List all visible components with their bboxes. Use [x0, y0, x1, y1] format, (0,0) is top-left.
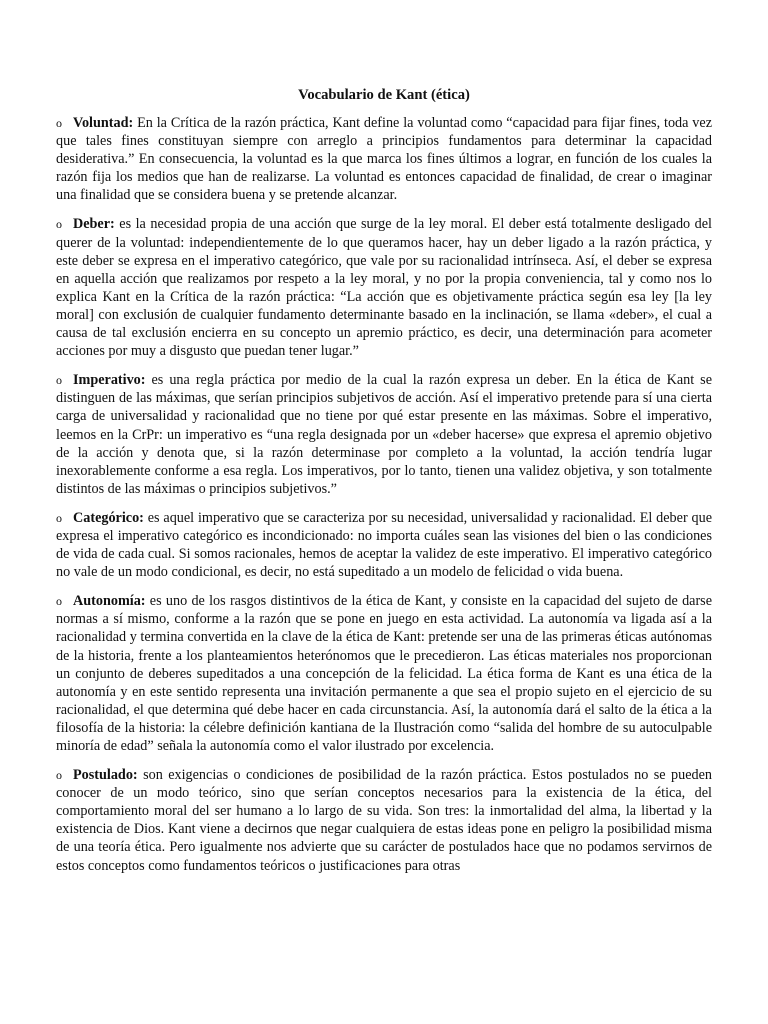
entry-categorico — [56, 509, 712, 581]
entry-text: es uno de los rasgos distintivos de la ética de Kant, y consiste en la capacidad del sujeto de darse normas a sí mismo, conforme a la razón que se pone en juego en esta actividad. La autonomía va ligada así a la racionalidad y termina convertida en la clave de la ética de Kant: pretende ser una de las primeras éticas autónomas de la historia, frente a los planteamientos heterónomos que le precedieron. Las éticas materiales nos proporcionan un conjunto de deberes supeditados a una concepción de la felicidad. La ética forma de Kant es una ética de la autonomía y en este sentido representa una invitación permanente a que sea el propio sujeto en el ejercicio de su racionalidad, el que determina qué debe hacer en cada circunstancia. Así, la autonomía dará el salto de la ética a la filosofía de la historia: la célebre definición kantiana de la Ilustración como “salida del hombre de su autoculpable minoría de edad” señala la autonomía como el valor ilustrado por excelencia. — [56, 593, 712, 754]
entry-postulado — [56, 766, 712, 875]
bullet-icon: o — [56, 217, 62, 232]
entry-text: es la necesidad propia de una acción que surge de la ley moral. El deber está totalmente desligado del querer de la voluntad: independientemente de lo que queramos hacer, hay un deber ligado a la razón práctica, y este deber se expresa en el imperativo categórico, que vale por su racionalidad intrínseca. Así, el deber se expresa en aquella acción que realizamos por respeto a la ley moral, y no por la propia conveniencia, tal y como nos lo explica Kant en la Crítica de la razón práctica: “La acción que es objetivamente práctica según esa ley [la ley moral] con exclusión de cualquier fundamento determinante basado en la inclinación, se llama «deber», el cual a causa de tal exclusión encierra en su concepto un apremio práctico, es decir, una determinación para acometer acciones por muy a disgusto que puedan tener lugar.” — [56, 216, 712, 360]
entry-term: Categórico: — [73, 509, 144, 526]
entry-voluntad — [56, 114, 712, 204]
entry-text: es aquel imperativo que se caracteriza por su necesidad, universalidad y racionalidad. El deber que expresa el imperativo categórico es incondicionado: no importa cuáles sean las visiones del bien o las condiciones de vida de cada cual. Si somos racionales, hemos de aceptar la validez de este imperativo. El imperativo categórico no vale de un modo condicional, es decir, no está supeditado a un modelo de felicidad o vida buena. — [56, 509, 712, 581]
document-title: Vocabulario de Kant (ética) — [298, 87, 470, 103]
entry-autonomia — [56, 592, 712, 755]
entry-imperativo — [56, 371, 712, 498]
entry-term: Voluntad: — [73, 115, 134, 131]
document-page — [56, 86, 712, 886]
entry-term: Autonomía: — [73, 593, 146, 610]
entry-text: son exigencias o condiciones de posibilidad de la razón práctica. Estos postulados no se pueden conocer de un modo teórico, sino que serían conceptos necesarios para la existencia de la ética, del comportamiento moral del ser humano a lo largo de su vida. Son tres: la inmortalidad del alma, la libertad y la existencia de Dios. Kant viene a decirnos que negar cualquiera de estas ideas pone en peligro la posibilidad misma de una teoría ética. Pero igualmente nos advierte que su carácter de postulados hace que no podamos servirnos de estos conceptos como fundamentos teóricos o justificaciones para otras — [56, 767, 712, 874]
bullet-icon: o — [56, 510, 62, 525]
bullet-icon: o — [56, 594, 62, 609]
bullet-icon: o — [56, 373, 62, 388]
entry-term: Deber: — [73, 216, 115, 233]
entry-term: Postulado: — [73, 767, 138, 784]
entry-term: Imperativo: — [73, 372, 146, 389]
entry-text: En la Crítica de la razón práctica, Kant define la voluntad como “capacidad para fijar fines, toda vez que tales fines constituyan siempre con arreglo a principios fundamentos para determinar la capacidad desiderativa.” En consecuencia, la voluntad es la que marca los fines últimos a lograr, en función de los cuales la razón fija los medios que han de realizarse. La voluntad es entonces capacidad de finalidad, de crear o imaginar una finalidad que se considera buena y se pretende alcanzar. — [56, 115, 712, 204]
entry-deber — [56, 215, 712, 360]
entry-text: es una regla práctica por medio de la cual la razón expresa un deber. En la ética de Kant se distinguen de las máximas, que serían principios subjetivos de acción. Así el imperativo pretende para sí una cierta carga de universalidad y racionalidad que no tiene por qué estar presente en las máximas. Sobre el imperativo, leemos en la CrPr: un imperativo es “una regla designada por un «deber hacerse» que expresa el apremio objetivo de la acción y denota que, si la razón determinase por completo a la voluntad, la acción tendría lugar inexorablemente conforme a esa regla. Los imperativos, por lo tanto, tienen una validez objetiva, y son totalmente distintos de las máximas o principios subjetivos.” — [56, 372, 712, 497]
bullet-icon: o — [56, 116, 62, 130]
bullet-icon: o — [56, 768, 62, 783]
